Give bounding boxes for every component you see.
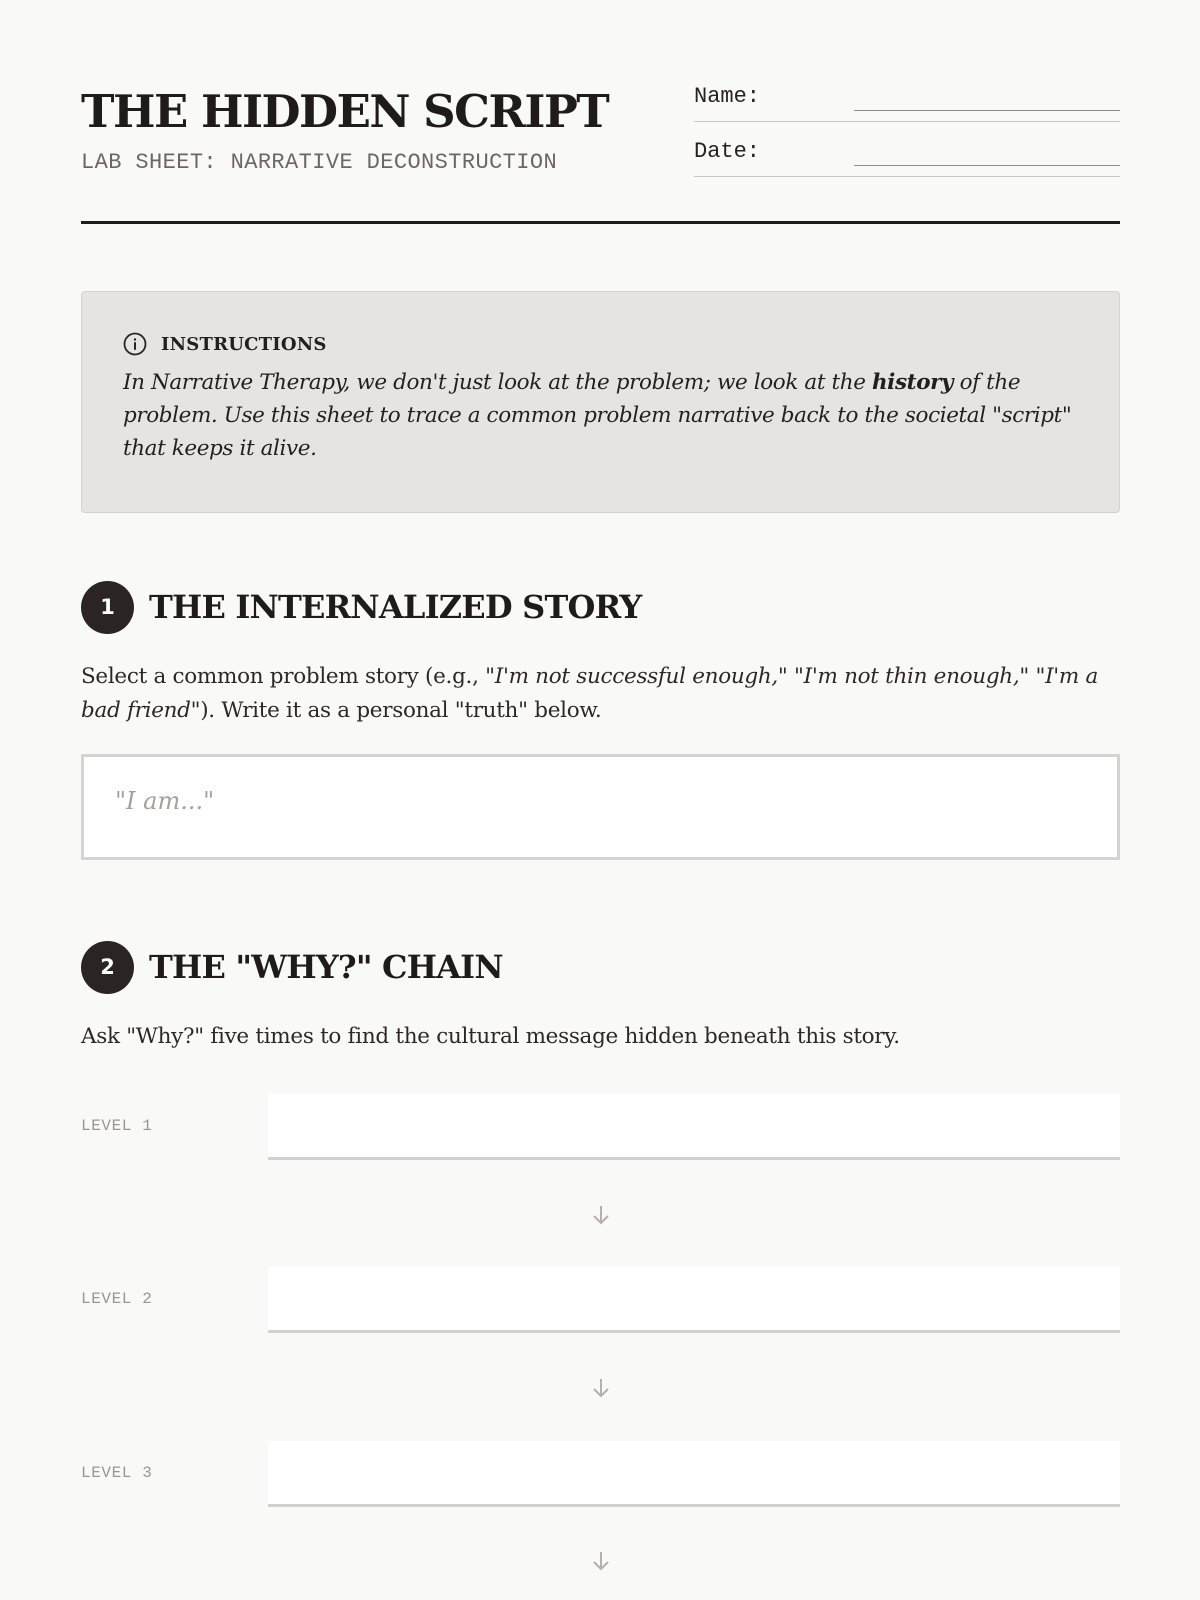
instructions-title: INSTRUCTIONS xyxy=(161,333,327,355)
instructions-header xyxy=(123,330,1079,358)
instructions-text xyxy=(123,366,1083,465)
date-row xyxy=(694,137,1120,177)
date-field[interactable] xyxy=(854,165,1120,166)
instructions-text-emphasis: history xyxy=(871,370,954,395)
why-level-row xyxy=(81,1441,1120,1507)
internalized-story-input[interactable]: "I am..." xyxy=(81,754,1120,860)
section-2-description: Ask "Why?" five times to find the cultural message hidden beneath this story. xyxy=(81,1024,900,1049)
info-icon xyxy=(123,332,147,356)
section-1-desc-examples: "I'm not successful enough," "I'm not thin enough," "I'm a bad friend" xyxy=(81,664,1099,723)
why-level-row xyxy=(81,1267,1120,1333)
name-field[interactable] xyxy=(854,110,1120,111)
section-1-desc-start: Select a common problem story (e.g., xyxy=(81,664,486,689)
instructions-text-start: In Narrative Therapy, we don't just look at the problem; we look at the xyxy=(123,370,872,395)
name-label: Name: xyxy=(694,84,761,109)
section-1-description xyxy=(81,660,1120,728)
section-2-title: THE "WHY?" CHAIN xyxy=(149,948,503,986)
section-2-header xyxy=(81,940,503,994)
section-number-badge: 1 xyxy=(81,581,134,634)
instructions-text-end: of the problem. Use this sheet to trace a common problem narrative back to the societal "script" that keeps it alive. xyxy=(123,370,1072,461)
arrow-down-icon xyxy=(589,1549,613,1573)
name-row xyxy=(694,82,1120,122)
why-level-row xyxy=(81,1094,1120,1160)
level-label: LEVEL 3 xyxy=(81,1464,153,1482)
why-level-2-input[interactable] xyxy=(268,1267,1120,1333)
level-label: LEVEL 1 xyxy=(81,1117,153,1135)
section-number-badge: 2 xyxy=(81,941,134,994)
date-label: Date: xyxy=(694,139,761,164)
level-label: LEVEL 2 xyxy=(81,1290,153,1308)
header xyxy=(81,0,1120,224)
arrow-down-icon xyxy=(589,1203,613,1227)
why-level-1-input[interactable] xyxy=(268,1094,1120,1160)
section-1-title: THE INTERNALIZED STORY xyxy=(149,588,642,626)
page-title: THE HIDDEN SCRIPT xyxy=(81,85,609,138)
instructions-box xyxy=(81,291,1120,513)
section-1-header xyxy=(81,580,641,634)
why-level-3-input[interactable] xyxy=(268,1441,1120,1507)
arrow-down-icon xyxy=(589,1376,613,1400)
lab-sheet xyxy=(81,0,1120,1482)
section-1-desc-end: ). Write it as a personal "truth" below. xyxy=(200,698,602,723)
page-subtitle: LAB SHEET: NARRATIVE DECONSTRUCTION xyxy=(81,150,558,175)
